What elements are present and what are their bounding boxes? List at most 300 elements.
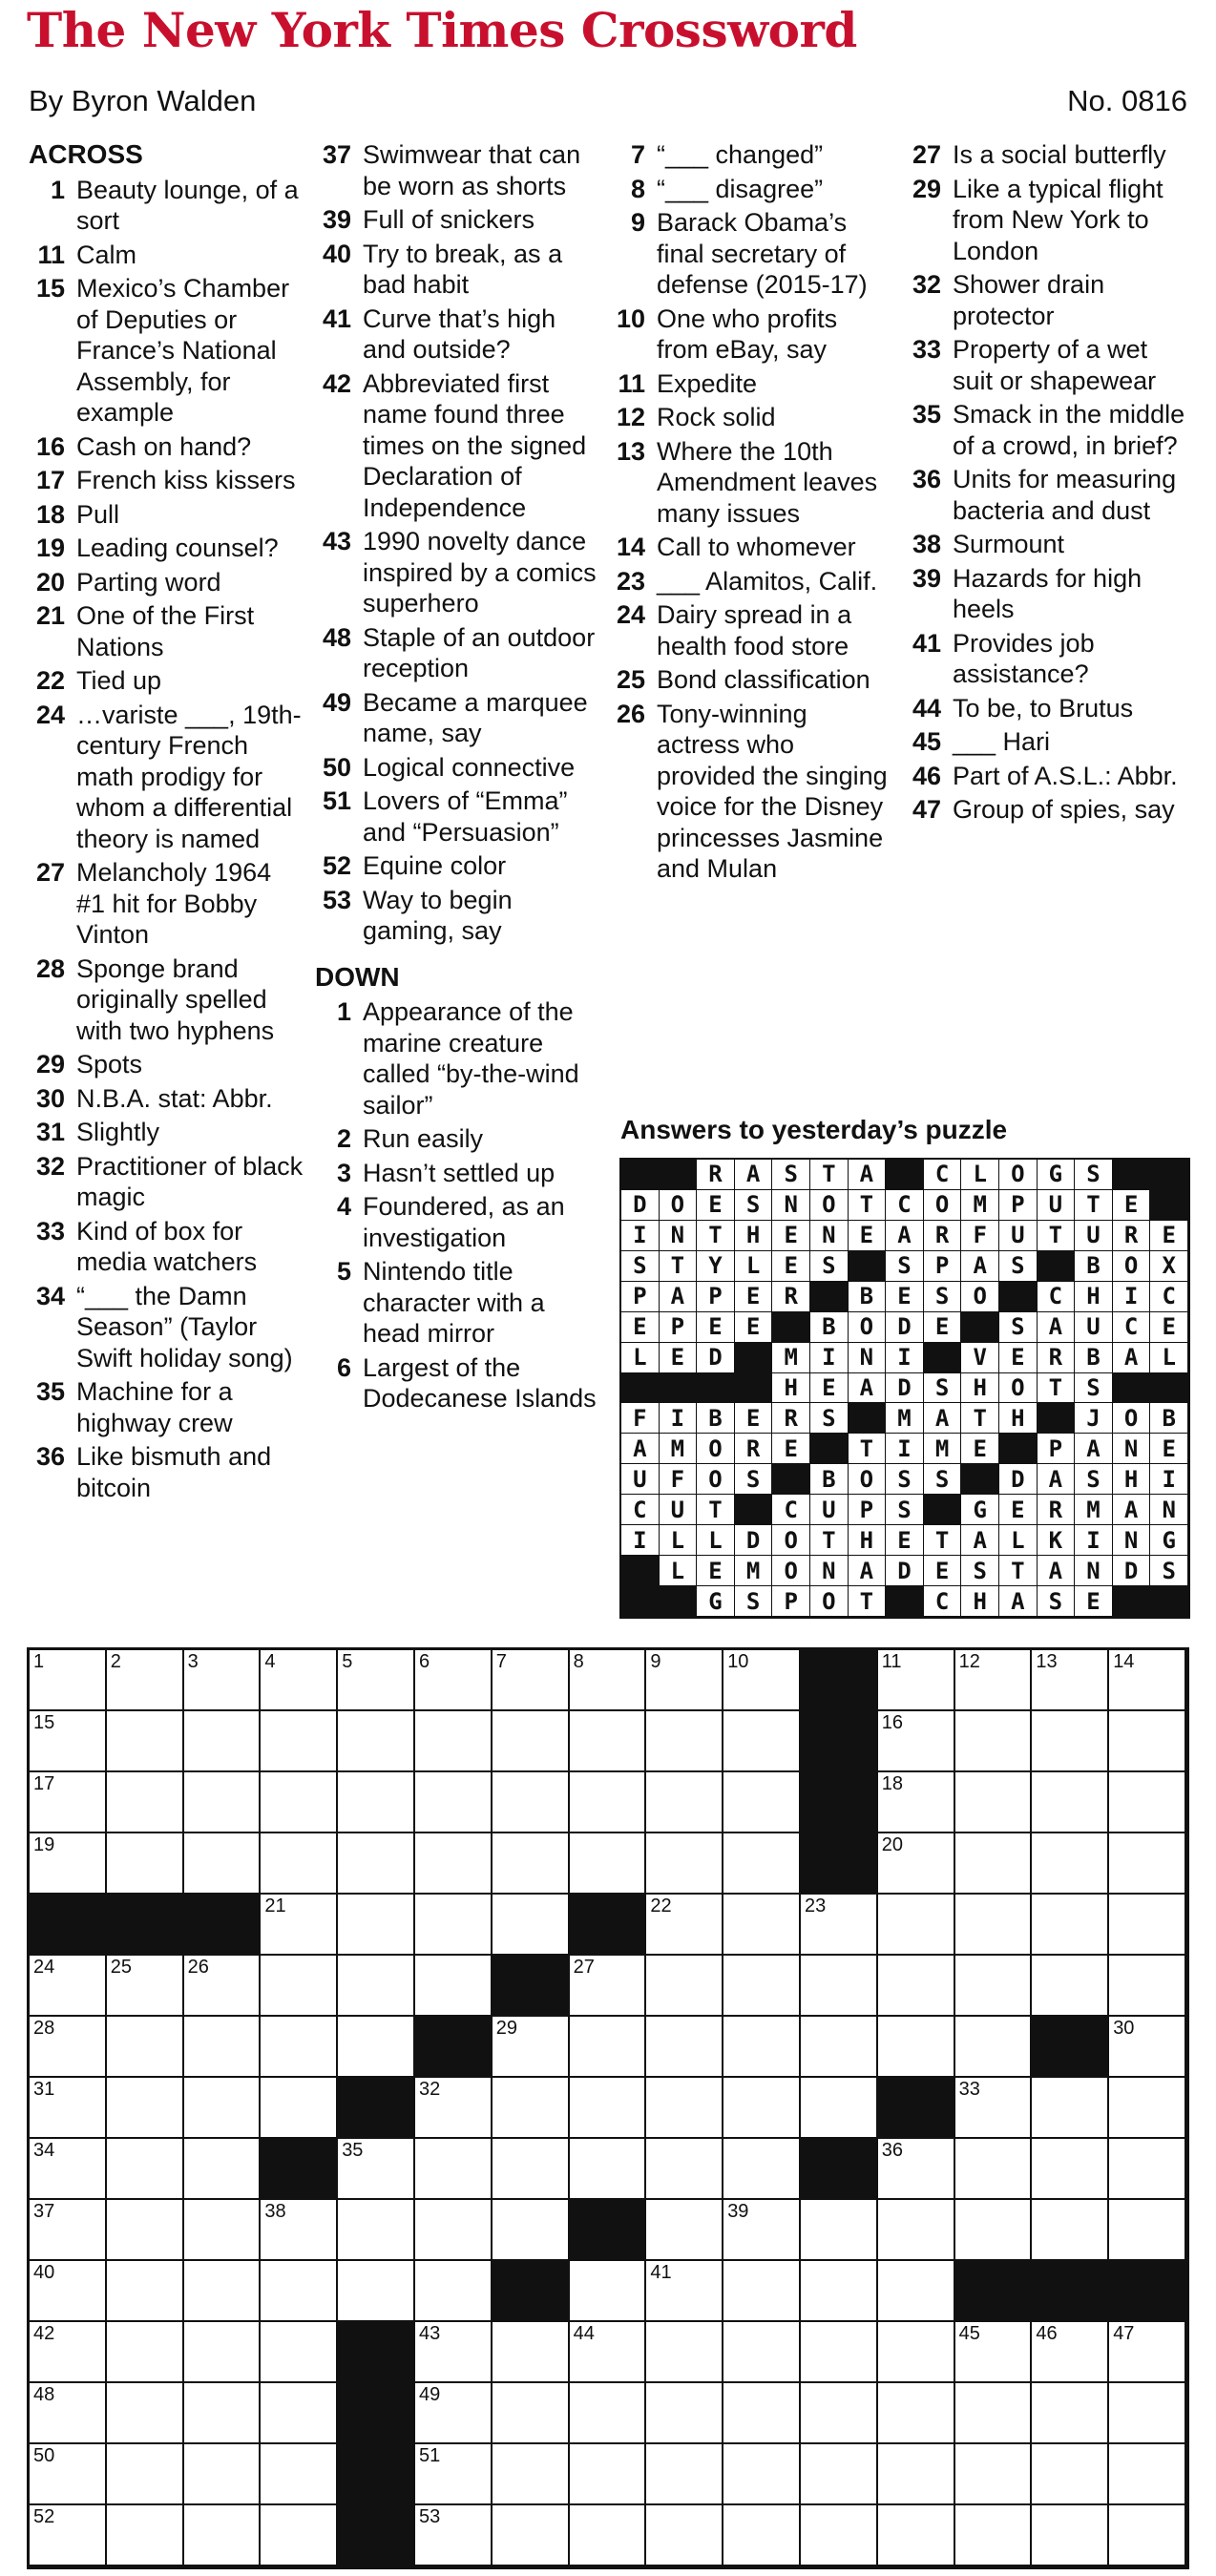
grid-cell[interactable] xyxy=(493,1895,570,1956)
grid-cell[interactable] xyxy=(30,2078,107,2139)
grid-cell[interactable] xyxy=(107,2261,184,2322)
grid-cell[interactable] xyxy=(723,2383,801,2444)
grid-cell[interactable] xyxy=(30,2444,107,2505)
grid-cell[interactable] xyxy=(338,2261,415,2322)
grid-cell[interactable] xyxy=(646,1772,723,1833)
answer-cell: A xyxy=(735,1160,773,1190)
grid-cell[interactable] xyxy=(1109,2078,1186,2139)
down-clue-4[interactable] xyxy=(315,1191,601,1253)
grid-cell[interactable] xyxy=(570,2139,647,2200)
grid-cell[interactable] xyxy=(723,2505,801,2566)
across-clue-17[interactable] xyxy=(29,465,305,496)
grid-cell[interactable] xyxy=(801,2444,878,2505)
grid-cell[interactable] xyxy=(338,1833,415,1895)
grid-cell[interactable] xyxy=(801,1956,878,2017)
grid-cell[interactable] xyxy=(723,1956,801,2017)
down-clue-1[interactable] xyxy=(315,996,601,1120)
grid-cell[interactable] xyxy=(570,2444,647,2505)
down-clue-38[interactable] xyxy=(905,529,1191,560)
grid-cell[interactable] xyxy=(801,2261,878,2322)
across-clue-21[interactable] xyxy=(29,600,305,662)
grid-cell[interactable] xyxy=(1032,1895,1109,1956)
grid-cell[interactable] xyxy=(955,2017,1033,2078)
down-clue-13[interactable] xyxy=(609,436,895,530)
down-clue-8[interactable] xyxy=(609,174,895,205)
grid-cell[interactable] xyxy=(1032,2444,1109,2505)
grid-cell[interactable] xyxy=(1032,1772,1109,1833)
down-clue-44[interactable] xyxy=(905,693,1191,724)
across-clue-34[interactable] xyxy=(29,1281,305,1374)
grid-cell[interactable] xyxy=(493,2078,570,2139)
grid-cell[interactable] xyxy=(955,2505,1033,2566)
grid-cell[interactable] xyxy=(723,2139,801,2200)
grid-cell[interactable] xyxy=(570,1772,647,1833)
grid-cell[interactable] xyxy=(415,1956,493,2017)
grid-cell[interactable] xyxy=(30,2139,107,2200)
grid-cell[interactable] xyxy=(878,2017,955,2078)
down-clue-47[interactable] xyxy=(905,794,1191,826)
grid-cell[interactable] xyxy=(415,1833,493,1895)
grid-cell[interactable] xyxy=(184,1956,262,2017)
grid-cell[interactable] xyxy=(30,2383,107,2444)
across-clue-49[interactable] xyxy=(315,687,601,749)
grid-cell[interactable] xyxy=(415,2200,493,2261)
grid-cell[interactable] xyxy=(30,2017,107,2078)
grid-cell[interactable] xyxy=(338,1772,415,1833)
grid-cell[interactable] xyxy=(801,2200,878,2261)
grid-cell[interactable] xyxy=(184,1772,262,1833)
grid-cell[interactable] xyxy=(723,2078,801,2139)
across-clue-48[interactable] xyxy=(315,622,601,684)
grid-cell[interactable] xyxy=(723,1772,801,1833)
grid-cell[interactable] xyxy=(878,2505,955,2566)
grid-cell[interactable] xyxy=(646,2505,723,2566)
grid-cell[interactable] xyxy=(1032,1650,1109,1711)
grid-cell[interactable] xyxy=(570,2322,647,2383)
grid-cell[interactable] xyxy=(1109,2017,1186,2078)
grid-cell[interactable] xyxy=(570,2261,647,2322)
down-clue-6[interactable] xyxy=(315,1352,601,1414)
grid-cell[interactable] xyxy=(878,2322,955,2383)
down-clue-3[interactable] xyxy=(315,1158,601,1189)
grid-cell[interactable] xyxy=(723,1833,801,1895)
grid-cell[interactable] xyxy=(338,1956,415,2017)
down-clue-32[interactable] xyxy=(905,269,1191,331)
clue-column-3 xyxy=(609,139,895,888)
across-clue-19[interactable] xyxy=(29,533,305,564)
grid-cell[interactable] xyxy=(30,2322,107,2383)
grid-cell[interactable] xyxy=(184,1833,262,1895)
grid-cell[interactable] xyxy=(493,2322,570,2383)
grid-cell[interactable] xyxy=(646,2261,723,2322)
down-clue-25[interactable] xyxy=(609,664,895,696)
grid-cell[interactable] xyxy=(878,1895,955,1956)
grid-cell[interactable] xyxy=(107,2383,184,2444)
grid-cell[interactable] xyxy=(646,1650,723,1711)
grid-cell[interactable] xyxy=(723,2200,801,2261)
grid-cell[interactable] xyxy=(1109,1833,1186,1895)
across-clue-40[interactable] xyxy=(315,239,601,301)
grid-cell[interactable] xyxy=(801,2383,878,2444)
grid-cell[interactable] xyxy=(338,2017,415,2078)
grid-cell[interactable] xyxy=(723,2261,801,2322)
grid-cell[interactable] xyxy=(955,1772,1033,1833)
across-clue-11[interactable] xyxy=(29,240,305,271)
grid-cell[interactable] xyxy=(107,1650,184,1711)
grid-cell[interactable] xyxy=(723,1895,801,1956)
grid-cell[interactable] xyxy=(646,2078,723,2139)
cell-number: 4 xyxy=(264,1651,276,1672)
grid-cell[interactable] xyxy=(1032,1711,1109,1772)
grid-cell[interactable] xyxy=(261,1833,338,1895)
grid-cell[interactable] xyxy=(30,1772,107,1833)
across-clue-18[interactable] xyxy=(29,499,305,531)
grid-cell[interactable] xyxy=(878,1956,955,2017)
across-clue-39[interactable] xyxy=(315,204,601,236)
grid-cell[interactable] xyxy=(415,1650,493,1711)
grid-cell[interactable] xyxy=(801,1895,878,1956)
grid-cell[interactable] xyxy=(493,1650,570,1711)
grid-cell[interactable] xyxy=(878,2139,955,2200)
grid-cell[interactable] xyxy=(30,1833,107,1895)
across-clue-28[interactable] xyxy=(29,953,305,1047)
answer-cell: A xyxy=(924,1403,962,1434)
across-clue-22[interactable] xyxy=(29,665,305,697)
grid-cell[interactable] xyxy=(1109,1711,1186,1772)
grid-cell[interactable] xyxy=(493,2505,570,2566)
across-clue-20[interactable] xyxy=(29,567,305,598)
grid-cell[interactable] xyxy=(1032,2200,1109,2261)
grid-cell[interactable] xyxy=(415,1711,493,1772)
grid-cell[interactable] xyxy=(107,1772,184,1833)
answer-cell: O xyxy=(772,1556,810,1586)
across-clue-15[interactable] xyxy=(29,273,305,429)
across-clue-31[interactable] xyxy=(29,1117,305,1148)
grid-cell[interactable] xyxy=(723,1650,801,1711)
across-clue-30[interactable] xyxy=(29,1083,305,1115)
across-clue-24[interactable] xyxy=(29,700,305,855)
grid-cell[interactable] xyxy=(878,1833,955,1895)
grid-cell[interactable] xyxy=(184,2444,262,2505)
across-clue-32[interactable] xyxy=(29,1151,305,1213)
grid-cell[interactable] xyxy=(1109,1650,1186,1711)
clue-number: 35 xyxy=(35,1377,65,1406)
grid-cell[interactable] xyxy=(878,2444,955,2505)
grid-cell[interactable] xyxy=(107,2139,184,2200)
grid-cell[interactable] xyxy=(184,1650,262,1711)
grid-cell[interactable] xyxy=(646,2139,723,2200)
grid-cell[interactable] xyxy=(261,1895,338,1956)
grid-cell[interactable] xyxy=(1032,2383,1109,2444)
grid-cell[interactable] xyxy=(1032,1833,1109,1895)
grid-cell[interactable] xyxy=(878,2383,955,2444)
grid-cell[interactable] xyxy=(723,1711,801,1772)
grid-cell[interactable] xyxy=(184,2383,262,2444)
grid-cell[interactable] xyxy=(723,2322,801,2383)
grid-cell[interactable] xyxy=(261,1711,338,1772)
answer-cell: M xyxy=(660,1434,698,1464)
grid-block-cell xyxy=(261,2139,338,2200)
down-clue-9[interactable] xyxy=(609,207,895,301)
grid-cell[interactable] xyxy=(801,2017,878,2078)
grid-cell[interactable] xyxy=(1109,2505,1186,2566)
grid-cell[interactable] xyxy=(570,2078,647,2139)
across-clue-53[interactable] xyxy=(315,885,601,947)
grid-cell[interactable] xyxy=(30,1711,107,1772)
grid-cell[interactable] xyxy=(415,2383,493,2444)
grid-cell[interactable] xyxy=(1032,2505,1109,2566)
answer-cell: T xyxy=(999,1556,1038,1586)
grid-cell[interactable] xyxy=(1032,2322,1109,2383)
grid-cell[interactable] xyxy=(570,2505,647,2566)
answer-cell: S xyxy=(1075,1464,1113,1495)
grid-cell[interactable] xyxy=(955,2444,1033,2505)
grid-cell[interactable] xyxy=(107,2200,184,2261)
answer-cell: E xyxy=(621,1312,660,1343)
grid-cell[interactable] xyxy=(261,2017,338,2078)
grid-cell[interactable] xyxy=(878,1711,955,1772)
across-clue-41[interactable] xyxy=(315,304,601,366)
grid-cell[interactable] xyxy=(107,2322,184,2383)
grid-cell[interactable] xyxy=(955,2139,1033,2200)
grid-cell[interactable] xyxy=(570,1956,647,2017)
across-clue-27[interactable] xyxy=(29,857,305,951)
grid-cell[interactable] xyxy=(415,2505,493,2566)
down-clue-7[interactable] xyxy=(609,139,895,171)
grid-cell[interactable] xyxy=(955,1895,1033,1956)
grid-cell[interactable] xyxy=(1109,1956,1186,2017)
grid-cell[interactable] xyxy=(955,2322,1033,2383)
answer-cell: O xyxy=(961,1282,999,1312)
grid-cell[interactable] xyxy=(1032,2139,1109,2200)
cell-number: 51 xyxy=(419,2445,441,2466)
answer-cell: S xyxy=(924,1282,962,1312)
grid-cell[interactable] xyxy=(493,1772,570,1833)
answer-cell: E xyxy=(810,1373,849,1404)
grid-cell[interactable] xyxy=(570,1711,647,1772)
grid-cell[interactable] xyxy=(723,2444,801,2505)
down-clue-2[interactable] xyxy=(315,1123,601,1155)
grid-cell[interactable] xyxy=(878,2261,955,2322)
grid-cell[interactable] xyxy=(107,2444,184,2505)
across-clue-33[interactable] xyxy=(29,1216,305,1278)
down-clue-27[interactable] xyxy=(905,139,1191,171)
answer-cell: L xyxy=(621,1343,660,1373)
grid-cell[interactable] xyxy=(30,2261,107,2322)
cell-number: 44 xyxy=(573,2323,595,2344)
grid-cell[interactable] xyxy=(184,2017,262,2078)
grid-cell[interactable] xyxy=(878,1650,955,1711)
grid-cell[interactable] xyxy=(261,2322,338,2383)
clue-text: 1990 novelty dance inspired by a comics superhero xyxy=(363,527,597,618)
grid-cell[interactable] xyxy=(955,1711,1033,1772)
grid-cell[interactable] xyxy=(1109,2200,1186,2261)
clue-number: 47 xyxy=(912,795,941,824)
grid-cell[interactable] xyxy=(30,2200,107,2261)
down-clue-12[interactable] xyxy=(609,402,895,433)
down-clue-36[interactable] xyxy=(905,464,1191,526)
answer-cell: N xyxy=(1113,1434,1151,1464)
grid-cell[interactable] xyxy=(107,1711,184,1772)
answer-cell: S xyxy=(621,1251,660,1282)
grid-cell[interactable] xyxy=(801,2322,878,2383)
answer-cell: T xyxy=(1038,1373,1076,1404)
grid-cell[interactable] xyxy=(261,2505,338,2566)
grid-cell[interactable] xyxy=(338,2200,415,2261)
grid-cell[interactable] xyxy=(493,2139,570,2200)
across-clue-50[interactable] xyxy=(315,752,601,784)
grid-cell[interactable] xyxy=(1109,1895,1186,1956)
grid-cell[interactable] xyxy=(107,2017,184,2078)
across-clue-51[interactable] xyxy=(315,785,601,848)
grid-cell[interactable] xyxy=(646,1956,723,2017)
grid-cell[interactable] xyxy=(1109,1772,1186,1833)
across-clue-35[interactable] xyxy=(29,1376,305,1438)
grid-cell[interactable] xyxy=(338,2139,415,2200)
grid-cell[interactable] xyxy=(955,1956,1033,2017)
grid-cell[interactable] xyxy=(955,2078,1033,2139)
grid-cell[interactable] xyxy=(493,2383,570,2444)
grid-cell[interactable] xyxy=(415,2078,493,2139)
grid-cell[interactable] xyxy=(338,1711,415,1772)
grid-cell[interactable] xyxy=(261,1650,338,1711)
grid-cell[interactable] xyxy=(646,1711,723,1772)
grid-cell[interactable] xyxy=(415,1772,493,1833)
grid-cell[interactable] xyxy=(646,2444,723,2505)
across-clue-37[interactable] xyxy=(315,139,601,201)
grid-cell[interactable] xyxy=(878,1772,955,1833)
grid-cell[interactable] xyxy=(261,1772,338,1833)
answer-cell: U xyxy=(660,1495,698,1525)
down-clue-39[interactable] xyxy=(905,563,1191,625)
down-clue-14[interactable] xyxy=(609,532,895,563)
down-clue-11[interactable] xyxy=(609,368,895,400)
grid-cell[interactable] xyxy=(878,2200,955,2261)
grid-cell[interactable] xyxy=(646,2200,723,2261)
grid-cell[interactable] xyxy=(955,2383,1033,2444)
across-clue-52[interactable] xyxy=(315,850,601,882)
answer-cell: E xyxy=(772,1251,810,1282)
grid-cell[interactable] xyxy=(338,1895,415,1956)
grid-cell[interactable] xyxy=(184,2078,262,2139)
grid-cell[interactable] xyxy=(107,1956,184,2017)
grid-cell[interactable] xyxy=(1032,1956,1109,2017)
grid-cell[interactable] xyxy=(493,1711,570,1772)
grid-cell[interactable] xyxy=(570,2383,647,2444)
grid-cell[interactable] xyxy=(723,2017,801,2078)
down-clue-46[interactable] xyxy=(905,761,1191,792)
answer-cell: S xyxy=(924,1373,962,1404)
across-clue-1[interactable] xyxy=(29,175,305,237)
grid-cell[interactable] xyxy=(570,2017,647,2078)
grid-cell[interactable] xyxy=(1109,2444,1186,2505)
grid-cell[interactable] xyxy=(415,2261,493,2322)
grid-cell[interactable] xyxy=(646,2017,723,2078)
grid-cell[interactable] xyxy=(646,2383,723,2444)
grid-cell[interactable] xyxy=(493,2017,570,2078)
grid-cell[interactable] xyxy=(184,2322,262,2383)
grid-cell[interactable] xyxy=(261,2078,338,2139)
grid-cell[interactable] xyxy=(570,1833,647,1895)
grid-cell[interactable] xyxy=(801,2505,878,2566)
grid-cell[interactable] xyxy=(415,2322,493,2383)
grid-cell[interactable] xyxy=(1032,2078,1109,2139)
across-clue-36[interactable] xyxy=(29,1441,305,1503)
answer-cell: A xyxy=(660,1282,698,1312)
across-clue-42[interactable] xyxy=(315,368,601,524)
cell-number: 2 xyxy=(110,1651,121,1672)
grid-cell[interactable] xyxy=(261,2200,338,2261)
grid-cell[interactable] xyxy=(493,2200,570,2261)
across-clue-16[interactable] xyxy=(29,431,305,463)
grid-cell[interactable] xyxy=(955,1833,1033,1895)
grid-cell[interactable] xyxy=(184,1711,262,1772)
down-clue-26[interactable] xyxy=(609,699,895,885)
grid-cell[interactable] xyxy=(493,2444,570,2505)
grid-cell[interactable] xyxy=(338,1650,415,1711)
grid-cell[interactable] xyxy=(107,2505,184,2566)
down-clue-33[interactable] xyxy=(905,334,1191,396)
grid-cell[interactable] xyxy=(261,2261,338,2322)
clue-number: 44 xyxy=(912,693,941,723)
down-clue-10[interactable] xyxy=(609,304,895,366)
grid-cell[interactable] xyxy=(570,1650,647,1711)
grid-cell[interactable] xyxy=(415,2444,493,2505)
clue-text: Cash on hand? xyxy=(76,431,252,461)
answer-block-cell xyxy=(810,1434,849,1464)
grid-cell[interactable] xyxy=(1109,2139,1186,2200)
down-clue-5[interactable] xyxy=(315,1256,601,1350)
answer-cell: U xyxy=(1038,1190,1076,1221)
down-clue-23[interactable] xyxy=(609,566,895,597)
grid-cell[interactable] xyxy=(1109,2383,1186,2444)
clue-number: 27 xyxy=(35,858,65,887)
grid-cell[interactable] xyxy=(646,2322,723,2383)
grid-cell[interactable] xyxy=(801,2078,878,2139)
grid-cell[interactable] xyxy=(30,1650,107,1711)
down-clue-41[interactable] xyxy=(905,628,1191,690)
grid-cell[interactable] xyxy=(493,1833,570,1895)
clue-number: 51 xyxy=(322,786,351,815)
down-clue-35[interactable] xyxy=(905,399,1191,461)
grid-cell[interactable] xyxy=(184,2505,262,2566)
across-clue-29[interactable] xyxy=(29,1049,305,1080)
grid-cell[interactable] xyxy=(30,1956,107,2017)
down-clue-45[interactable] xyxy=(905,726,1191,758)
grid-cell[interactable] xyxy=(646,1895,723,1956)
grid-cell[interactable] xyxy=(107,2078,184,2139)
grid-cell[interactable] xyxy=(415,1895,493,1956)
grid-cell[interactable] xyxy=(955,2200,1033,2261)
grid-cell[interactable] xyxy=(184,2139,262,2200)
down-clue-29[interactable] xyxy=(905,174,1191,267)
grid-cell[interactable] xyxy=(1109,2322,1186,2383)
down-clue-24[interactable] xyxy=(609,599,895,661)
grid-cell[interactable] xyxy=(955,1650,1033,1711)
grid-cell[interactable] xyxy=(415,2139,493,2200)
grid-cell[interactable] xyxy=(184,2261,262,2322)
grid-cell[interactable] xyxy=(184,2200,262,2261)
grid-cell[interactable] xyxy=(261,1956,338,2017)
across-clue-43[interactable] xyxy=(315,526,601,619)
answer-cell: T xyxy=(810,1525,849,1556)
grid-cell[interactable] xyxy=(107,1833,184,1895)
grid-cell[interactable] xyxy=(261,2444,338,2505)
grid-cell[interactable] xyxy=(30,2505,107,2566)
clue-number: 50 xyxy=(322,752,351,782)
grid-cell[interactable] xyxy=(261,2383,338,2444)
grid-cell[interactable] xyxy=(646,1833,723,1895)
